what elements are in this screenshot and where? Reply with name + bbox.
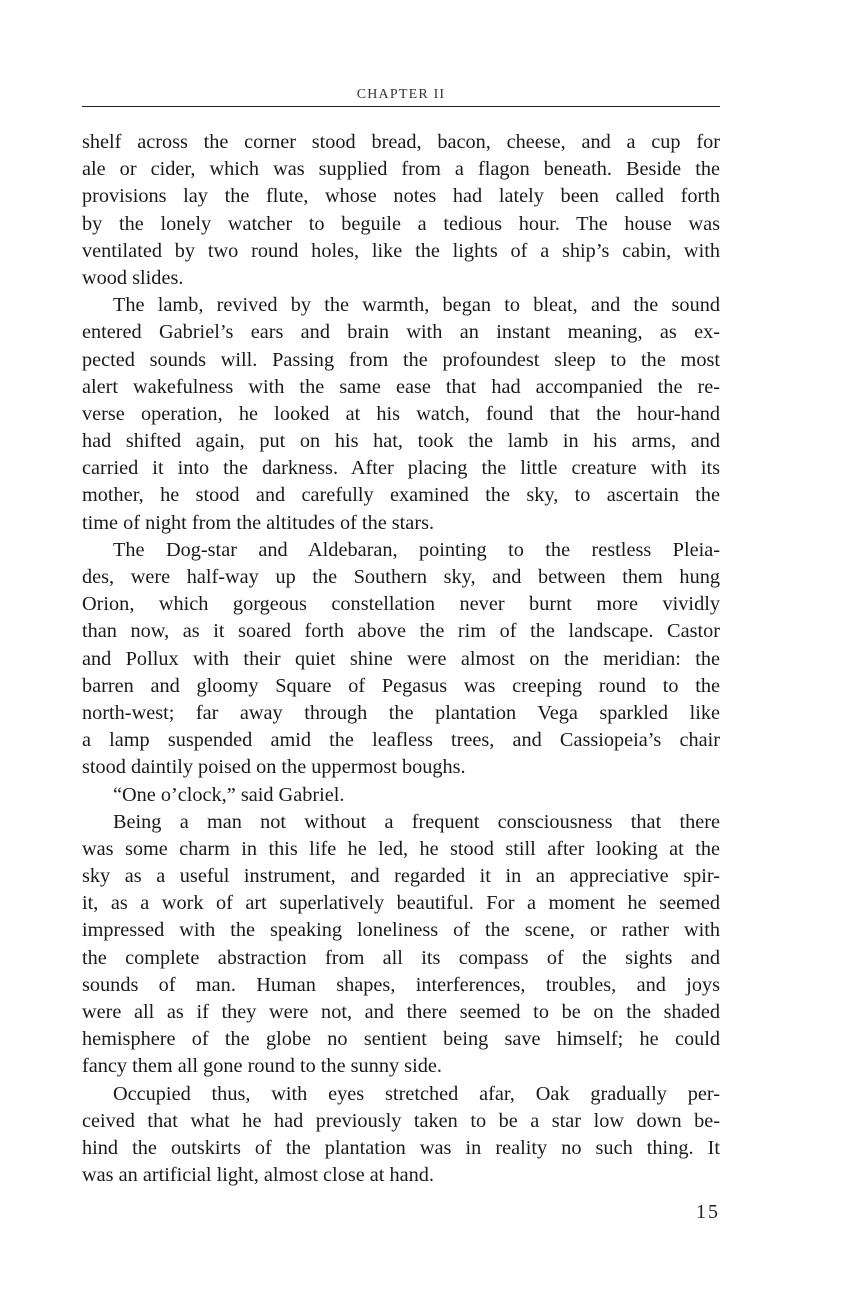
text-line: stood daintily poised on the uppermost boughs. bbox=[82, 756, 466, 779]
text-line: The lamb, revived by the warmth, began to bleat, and the sound bbox=[113, 294, 720, 317]
paragraph bbox=[82, 292, 720, 537]
text-line: shelf across the corner stood bread, bacon, cheese, and a cup for bbox=[82, 131, 720, 153]
paragraph bbox=[82, 537, 720, 782]
text-line: hind the outskirts of the plantation was in reality no such thing. It bbox=[82, 1136, 720, 1159]
text-line: Orion, which gorgeous constellation never burnt more vividly bbox=[82, 593, 720, 616]
text-line: was some charm in this life he led, he stood still after looking at the bbox=[82, 837, 720, 860]
text-line: des, were half-way up the Southern sky, and between them hung bbox=[82, 566, 720, 588]
text-line: ventilated by two round holes, like the lights of a ship’s cabin, with bbox=[82, 239, 720, 262]
text-line: hemisphere of the globe no sentient being save himself; he could bbox=[82, 1028, 720, 1051]
text-line: Occupied thus, with eyes stretched afar, Oak gradually per- bbox=[113, 1082, 720, 1105]
text-line: north-west; far away through the plantation Vega sparkled like bbox=[82, 701, 720, 724]
text-line: than now, as it soared forth above the rim of the landscape. Castor bbox=[82, 620, 720, 643]
text-line: the complete abstraction from all its compass of the sights and bbox=[82, 946, 720, 969]
text-line: entered Gabriel’s ears and brain with an instant meaning, as ex- bbox=[82, 321, 720, 344]
text-line: Being a man not without a frequent consciousness that there bbox=[113, 810, 720, 833]
text-line: provisions lay the flute, whose notes had lately been called forth bbox=[82, 185, 720, 208]
text-line: alert wakefulness with the same ease that had accompanied the re- bbox=[82, 375, 720, 398]
body-text bbox=[82, 129, 720, 1189]
paragraph bbox=[82, 782, 720, 809]
text-line: wood slides. bbox=[82, 266, 184, 289]
paragraph bbox=[82, 129, 720, 292]
text-line: ceived that what he had previously taken to be a star low down be- bbox=[82, 1109, 720, 1132]
text-line: was an artificial light, almost close at hand. bbox=[82, 1164, 435, 1187]
text-line: time of night from the altitudes of the stars. bbox=[82, 511, 435, 534]
text-line: by the lonely watcher to beguile a tedious hour. The house was bbox=[82, 212, 720, 235]
text-line: pected sounds will. Passing from the profoundest sleep to the most bbox=[82, 348, 720, 371]
text-line: carried it into the darkness. After placing the little creature with its bbox=[82, 457, 720, 480]
text-line: and Pollux with their quiet shine were almost on the meridian: the bbox=[82, 647, 720, 670]
text-line: sounds of man. Human shapes, interferences, troubles, and joys bbox=[82, 973, 720, 996]
text-line: had shifted again, put on his hat, took the lamb in his arms, and bbox=[82, 430, 720, 453]
text-line: impressed with the speaking loneliness of the scene, or rather with bbox=[82, 919, 720, 942]
text-line: fancy them all gone round to the sunny side. bbox=[82, 1055, 442, 1078]
text-line: “One o’clock,” said Gabriel. bbox=[113, 783, 345, 806]
header-rule bbox=[82, 106, 720, 107]
text-line: sky as a useful instrument, and regarded it in an appreciative spir- bbox=[82, 865, 720, 888]
running-head: CHAPTER II bbox=[356, 87, 446, 102]
text-line: mother, he stood and carefully examined the sky, to ascertain the bbox=[82, 484, 720, 507]
text-line: barren and gloomy Square of Pegasus was creeping round to the bbox=[82, 674, 720, 697]
text-line: it, as a work of art superlatively beautiful. For a moment he seemed bbox=[82, 892, 720, 915]
page-number: 15 bbox=[696, 1201, 720, 1223]
text-line: were all as if they were not, and there seemed to be on the shaded bbox=[82, 1001, 720, 1023]
text-line: verse operation, he looked at his watch, found that the hour-hand bbox=[82, 402, 720, 425]
text-line: ale or cider, which was supplied from a flagon beneath. Beside the bbox=[82, 158, 720, 181]
text-line: a lamp suspended amid the leafless trees, and Cassiopeia’s chair bbox=[82, 729, 720, 752]
paragraph bbox=[82, 1081, 720, 1190]
text-line: The Dog-star and Aldebaran, pointing to the restless Pleia- bbox=[113, 538, 720, 561]
paragraph bbox=[82, 809, 720, 1081]
